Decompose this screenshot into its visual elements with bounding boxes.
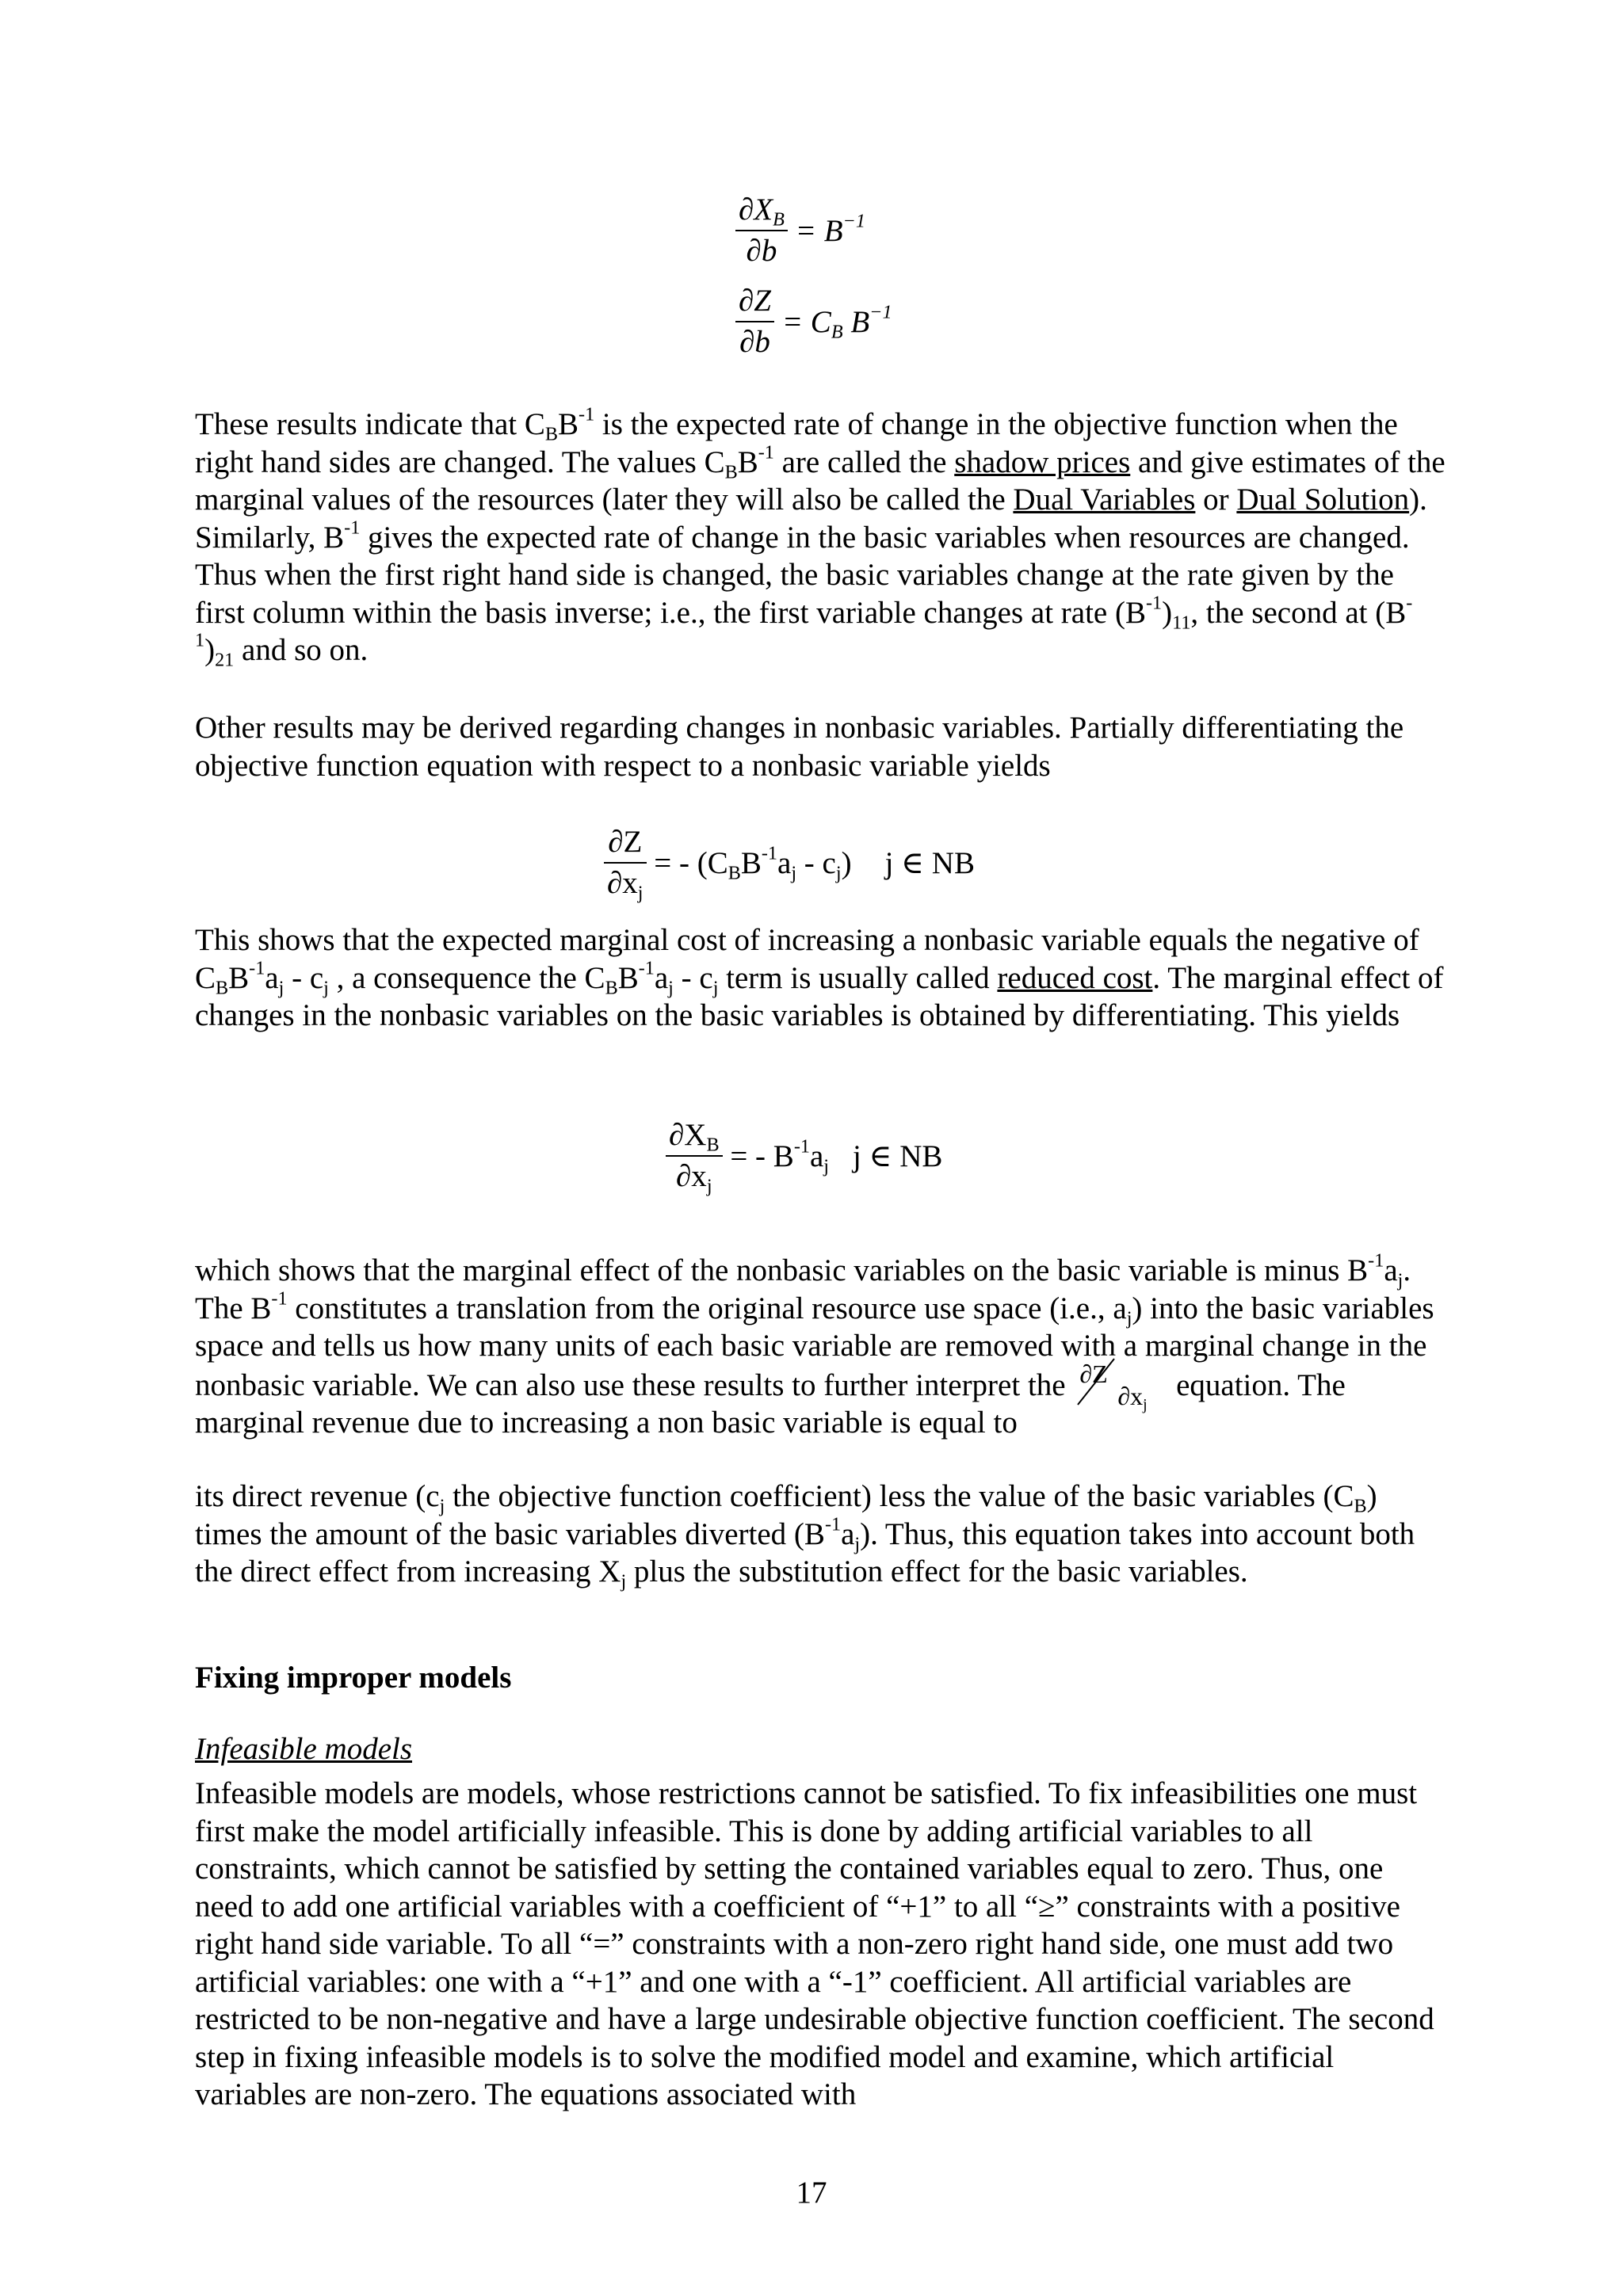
inline-fraction-dz-dxj: ∂Z $\partial x_j$: [1079, 1359, 1148, 1413]
paragraph-marginal-effect: which shows that the marginal effect of the nonbasic variables on the basic variable is minus $B^{-1}a_j$. The $B^{-1}$ constitutes a translation from the original resource use space (i.e., $a_j$) into the basic variables space and tells us how many units of each basic variable are removed with a marginal change in the nonbasic variable. We can also use these results to further interpret the ∂Z $\partial x_j$ equation. The marginal revenue due to increasing a non basic variable is equal to: [195, 1249, 1434, 1440]
term-dual-solution: Dual Solution: [1236, 482, 1410, 517]
equation-dz-dxj: $\frac{\partial Z}{\partial x_j}$ = - $(C_BB^{-1}a_j - c_j)$ j ∈ NB: [604, 822, 975, 903]
equation-dxb-db: $\frac{\partial X_B}{\partial b}$ = $B^{-1}$: [735, 190, 865, 271]
term-dual-variables: Dual Variables: [1013, 482, 1196, 517]
paragraph-shadow-prices: These results indicate that $C_BB^{-1}$ is the expected rate of change in the objective function when the right hand sides are changed. The values $C_BB^{-1}$ are called the shadow prices and give estimates of the marginal values of the resources (later they will also be called the Dual Variables or Dual Solution). Similarly, $B^{-1}$ gives the expected rate of change in the basic variables when resources are changed. Thus when the first right hand side is changed, the basic variables change at the rate given by the first column within the basis inverse; i.e., the first variable changes at rate $(B^{-1})_{11}$, the second at $(B^{-1})_{21}$ and so on.: [195, 403, 1445, 671]
paragraph-direct-revenue: its direct revenue ($c_j$ the objective function coefficient) less the value of the basic variables $(C_B)$ times the amount of the basic variables diverted $(B^{-1}a_j)$. Thus, this equation takes into account both the direct effect from increasing $X_j$ plus the substitution effect for the basic variables.: [195, 1479, 1415, 1592]
term-reduced-cost: reduced cost: [997, 960, 1153, 995]
paragraph-reduced-cost: This shows that the expected marginal cost of increasing a nonbasic variable equals the negative of $C_BB^{-1}a_j - c_j$ , a consequence the $C_BB^{-1}a_j - c_j$ term is usually called reduced cost. The marginal effect of changes in the nonbasic variables on the basic variables is obtained by differentiating. This yields: [195, 923, 1444, 1032]
paragraph-infeasible-models: Infeasible models are models, whose restrictions cannot be satisfied. To fix infeasibilities one must first make the model artificially infeasible. This is done by adding artificial variables to all constraints, which cannot be satisfied by setting the contained variables equal to zero. Thus, one need to add one artificial variables with a coefficient of “+1” to all “≥” constraints with a positive right hand side variable. To all “=” constraints with a non-zero right hand side, one must add two artificial variables: one with a “+1” and one with a “-1” coefficient. All artificial variables are restricted to be non-negative and have a large undesirable objective function coefficient. The second step in fixing infeasible models is to solve the modified model and examine, which artificial variables are non-zero. The equations associated with: [195, 1776, 1434, 2111]
page-number: 17: [796, 2176, 827, 2210]
equation-dz-db: $\frac{\partial Z}{\partial b}$ = $C_B$ $B^{-1}$: [735, 281, 892, 362]
section-heading: Fixing improper models: [195, 1661, 512, 1695]
paragraph-nonbasic-intro: Other results may be derived regarding changes in nonbasic variables. Partially differentiating the objective function equation with respect to a nonbasic variable yields: [195, 711, 1404, 783]
subsection-heading: Infeasible models: [195, 1732, 413, 1766]
term-shadow-prices: shadow prices: [954, 444, 1131, 479]
equation-dxb-dxj: $\frac{\partial X_B}{\partial x_j}$ = - $B^{-1}a_j$ j ∈ NB: [666, 1116, 942, 1196]
